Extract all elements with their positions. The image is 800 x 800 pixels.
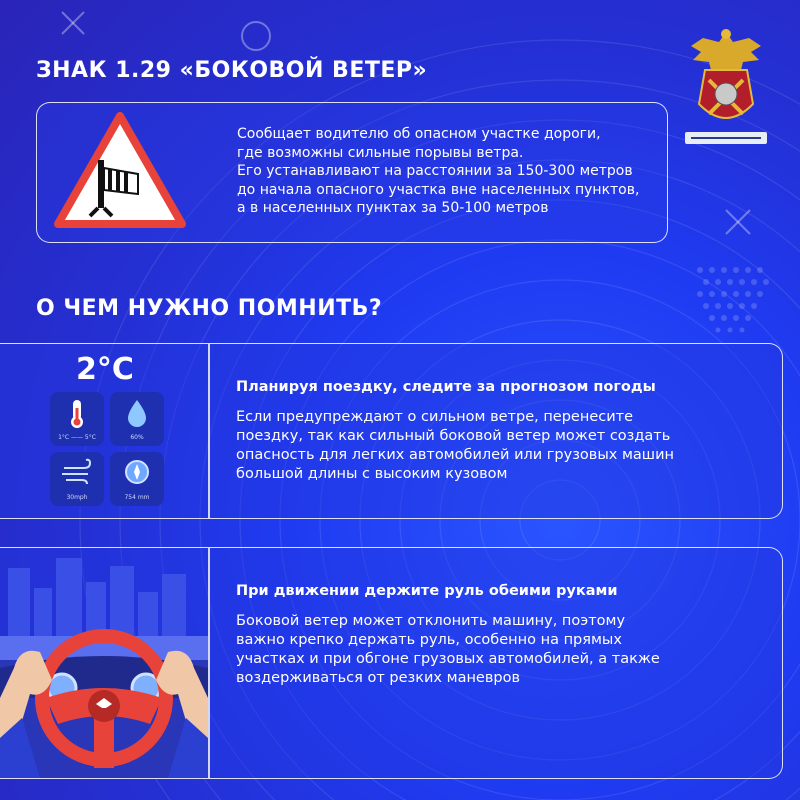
wheel-tip-text xyxy=(236,612,756,688)
wind-sign-icon xyxy=(54,112,186,230)
tip-line: поездку, так как сильный боковой ветер может создать xyxy=(236,428,671,444)
droplet-icon xyxy=(110,392,164,432)
wheel-tip-heading: При движении держите руль обеими руками xyxy=(236,583,618,599)
temp-range: 1°C —— 5°C xyxy=(58,434,96,441)
compass-icon xyxy=(110,452,164,492)
tip-line: опасность для легких автомобилей или грузовых машин xyxy=(236,447,674,463)
thermometer-tile xyxy=(50,392,104,446)
sign-line: а в населенных пунктах за 50-100 метров xyxy=(237,200,549,216)
sign-line: до начала опасного участка вне населенных пунктов, xyxy=(237,181,640,198)
humidity-tile xyxy=(110,392,164,446)
tip-line: участках и при обгоне грузовых автомобилей, а также xyxy=(236,651,660,667)
tip-line: важно крепко держать руль, особенно на прямых xyxy=(236,632,622,648)
wind-value: 30mph xyxy=(66,494,88,501)
weather-tip-heading: Планируя поездку, следите за прогнозом погоды xyxy=(236,379,656,395)
wind-icon xyxy=(50,452,104,492)
steering-wheel-illustration xyxy=(0,548,208,778)
pressure-value: 754 mm xyxy=(124,494,150,501)
card-divider xyxy=(208,344,210,518)
pressure-tile xyxy=(110,452,164,506)
sign-line: Его устанавливают на расстоянии за 150-300 метров xyxy=(237,163,633,179)
sign-description xyxy=(237,125,657,218)
tip-line: воздерживаться от резких маневров xyxy=(236,670,521,686)
tip-line: Если предупреждают о сильном ветре, перенесите xyxy=(236,409,634,425)
remember-title: О ЧЕМ НУЖНО ПОМНИТЬ? xyxy=(36,296,383,321)
sign-line: где возможны сильные порывы ветра. xyxy=(237,144,524,161)
tip-line: большой длины с высоким кузовом xyxy=(236,466,508,482)
wind-tile xyxy=(50,452,104,506)
humidity-value: 60% xyxy=(130,434,144,441)
card-divider xyxy=(208,548,210,778)
sign-title: ЗНАК 1.29 «БОКОВОЙ ВЕТЕР» xyxy=(36,58,428,83)
weather-tip-text xyxy=(236,408,756,484)
sign-line: Сообщает водителю об опасном участке дороги, xyxy=(237,126,601,142)
thermometer-icon xyxy=(50,392,104,432)
police-emblem-icon xyxy=(683,24,769,152)
weather-temperature: 2°C xyxy=(76,352,134,387)
tip-line: Боковой ветер может отклонить машину, поэтому xyxy=(236,613,626,629)
